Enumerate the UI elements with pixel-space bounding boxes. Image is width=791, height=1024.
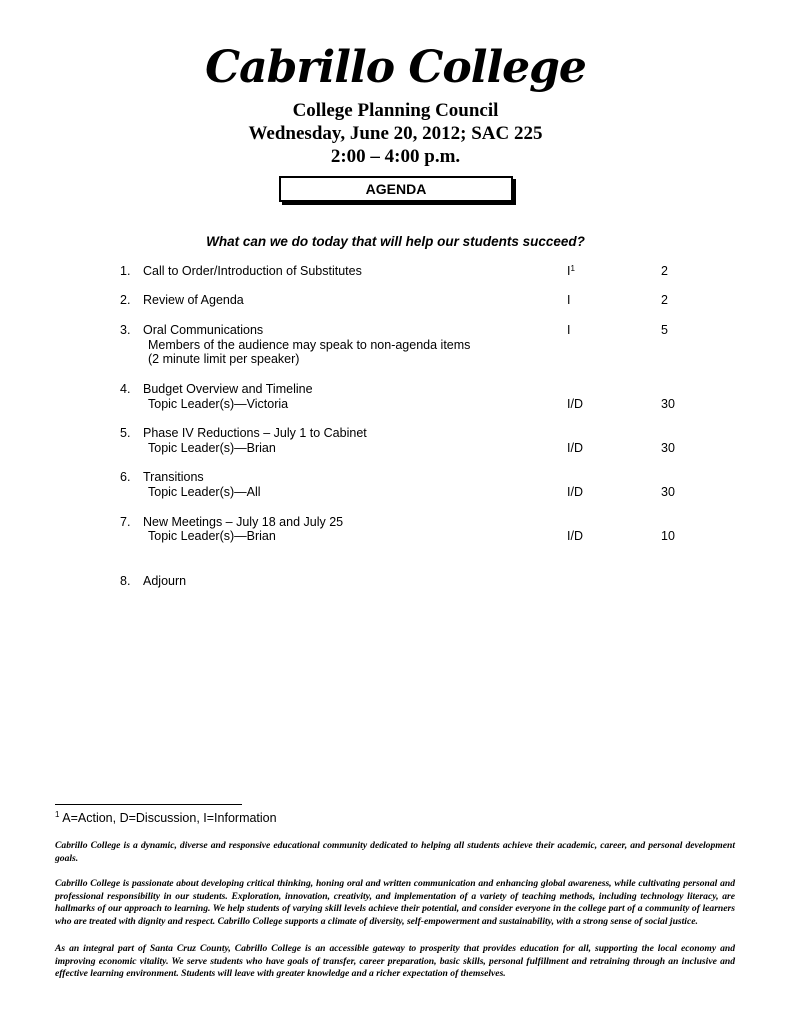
- item-code: I: [567, 323, 571, 337]
- item-detail: Members of the audience may speak to non-agenda items: [148, 338, 471, 352]
- item-number: 1.: [120, 264, 131, 278]
- item-topic-leader: Topic Leader(s)—Victoria: [148, 397, 289, 411]
- item-minutes: 10: [661, 529, 675, 543]
- item-minutes: 30: [661, 441, 675, 455]
- item-number: 8.: [120, 574, 131, 588]
- meeting-date: Wednesday, June 20, 2012; SAC 225: [248, 123, 543, 144]
- mission-paragraph: As an integral part of Santa Cruz County, Cabrillo College is an accessible gateway to prosperity that provides education for all, supporting the local economy and improving economic vitality. We serve students who have goals of transfer, career preparation, basic skills, personal fulfillment and retraining through an inclusive and effective learning environment. Students will leave with greater knowledge and a richer expectation of themselves.: [55, 943, 735, 979]
- item-number: 6.: [120, 470, 131, 484]
- item-code: I/D: [567, 485, 583, 499]
- mission-paragraph: Cabrillo College is passionate about developing critical thinking, honing oral and written communication and enhancing global awareness, while cultivating personal and professional responsibility in our students. Exploration, innovation, creativity, and implementation of a variety of teaching methods, including technology literacy, are hallmarks of our approach to learning. We help students of varying skill levels achieve their potential, and consider everyone in the college part of a community of learners who are treated with dignity and respect. Cabrillo College supports a climate of diversity, self-empowerment and sustainability, with a strong sense of social justice.: [55, 878, 735, 927]
- item-title: New Meetings – July 18 and July 25: [143, 515, 344, 529]
- item-number: 7.: [120, 515, 131, 529]
- item-title: Phase IV Reductions – July 1 to Cabinet: [143, 426, 367, 440]
- item-minutes: 30: [661, 485, 675, 499]
- footnote-divider: [55, 804, 242, 805]
- item-code: I/D: [567, 441, 583, 455]
- item-number: 5.: [120, 426, 131, 440]
- item-title: Adjourn: [143, 574, 187, 588]
- item-minutes: 2: [661, 293, 668, 307]
- item-minutes: 30: [661, 397, 675, 411]
- item-minutes: 2: [661, 264, 668, 278]
- guiding-question: What can we do today that will help our students succeed?: [206, 234, 585, 249]
- item-code: I: [567, 293, 571, 307]
- item-title: Review of Agenda: [143, 293, 244, 307]
- item-title: Transitions: [143, 470, 204, 484]
- council-title: College Planning Council: [292, 100, 499, 121]
- item-code: $I^1$: [567, 264, 575, 278]
- item-number: 3.: [120, 323, 131, 337]
- item-number: 2.: [120, 293, 131, 307]
- footnote-marker: 1: [55, 810, 60, 819]
- item-number: 4.: [120, 382, 131, 396]
- item-code: I/D: [567, 529, 583, 543]
- item-title: Budget Overview and Timeline: [143, 382, 313, 396]
- item-topic-leader: Topic Leader(s)—Brian: [148, 529, 276, 543]
- college-logo: Cabrillo College: [205, 42, 586, 93]
- meeting-time: 2:00 – 4:00 p.m.: [330, 146, 461, 167]
- item-title: Call to Order/Introduction of Substitutes: [143, 264, 362, 278]
- agenda-label: AGENDA: [279, 176, 513, 202]
- item-minutes: 5: [661, 323, 668, 337]
- item-topic-leader: Topic Leader(s)—Brian: [148, 441, 276, 455]
- footnote: [55, 810, 277, 826]
- item-topic-leader: Topic Leader(s)—All: [148, 485, 261, 499]
- item-title: Oral Communications: [143, 323, 264, 337]
- mission-paragraph: Cabrillo College is a dynamic, diverse and responsive educational community dedicated to helping all students achieve their academic, career, and personal development goals.: [55, 840, 735, 864]
- footnote-reference: 1: [570, 264, 575, 273]
- item-code: I/D: [567, 397, 583, 411]
- footnote-text: A=Action, D=Discussion, I=Information: [62, 811, 277, 825]
- item-detail: (2 minute limit per speaker): [148, 352, 300, 366]
